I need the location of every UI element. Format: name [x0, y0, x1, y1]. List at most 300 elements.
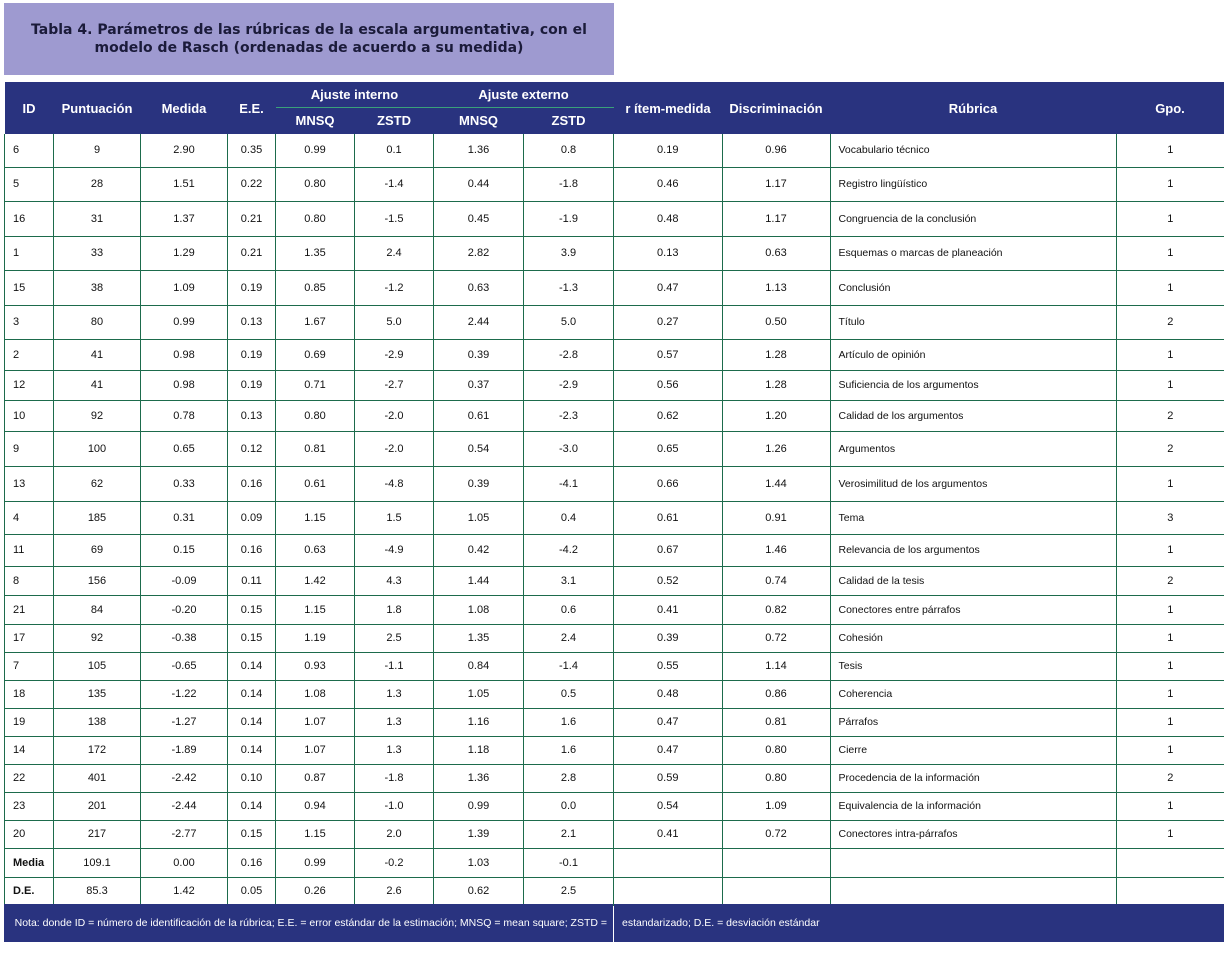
cell-ee: 0.15 [228, 624, 276, 652]
cell-medida: 0.33 [141, 466, 228, 501]
cell-zstd-interno: -1.8 [355, 764, 434, 792]
cell-gpo: 1 [1116, 792, 1224, 820]
cell-zstd-interno: 2.6 [355, 877, 434, 905]
table-row [614, 764, 1224, 792]
cell-ee: 0.09 [228, 501, 276, 534]
cell-discriminacion: 0.50 [722, 305, 830, 339]
cell-ee: 0.05 [228, 877, 276, 905]
cell-discriminacion: 1.14 [722, 652, 830, 680]
table-row [614, 652, 1224, 680]
table-row [5, 736, 614, 764]
cell-medida: 0.99 [141, 305, 228, 339]
cell-r-item: 0.41 [614, 820, 722, 848]
cell-zstd-externo: 1.6 [524, 736, 614, 764]
cell-rubrica: Vocabulario técnico [830, 134, 1116, 167]
cell-rubrica: Relevancia de los argumentos [830, 534, 1116, 566]
cell-puntuacion: 100 [54, 431, 141, 466]
table-row [5, 431, 614, 466]
cell-zstd-externo: 2.4 [524, 624, 614, 652]
cell-ee: 0.15 [228, 820, 276, 848]
header-ee: E.E. [228, 82, 276, 134]
cell-medida: 1.37 [141, 201, 228, 236]
cell-discriminacion: 1.17 [722, 167, 830, 201]
header-zstd-interno: ZSTD [355, 107, 434, 134]
cell-zstd-externo: -2.9 [524, 370, 614, 400]
cell-zstd-interno: -1.5 [355, 201, 434, 236]
cell-r-item: 0.62 [614, 400, 722, 431]
cell-gpo: 1 [1116, 339, 1224, 370]
cell-medida: 0.00 [141, 848, 228, 877]
cell-mnsq-interno: 1.08 [276, 680, 355, 708]
cell-r-item: 0.55 [614, 652, 722, 680]
cell-id: 4 [5, 501, 54, 534]
cell-id: 22 [5, 764, 54, 792]
table-row [5, 624, 614, 652]
cell-zstd-externo: -1.3 [524, 270, 614, 305]
cell-r-item: 0.48 [614, 201, 722, 236]
cell-mnsq-interno: 1.35 [276, 236, 355, 270]
cell-zstd-interno: 1.8 [355, 595, 434, 624]
cell-gpo: 1 [1116, 201, 1224, 236]
cell-zstd-interno: 0.1 [355, 134, 434, 167]
cell-mnsq-interno: 0.80 [276, 201, 355, 236]
cell-r-item: 0.54 [614, 792, 722, 820]
table-row [614, 566, 1224, 595]
cell-rubrica: Coherencia [830, 680, 1116, 708]
cell-puntuacion: 109.1 [54, 848, 141, 877]
note-left-text: Nota: donde ID = número de identificación de la rúbrica; E.E. = error estándar de la estimación; MNSQ = mean square; ZSTD = [14, 917, 607, 929]
cell-gpo: 1 [1116, 736, 1224, 764]
cell-discriminacion: 0.81 [722, 708, 830, 736]
cell-medida: -2.44 [141, 792, 228, 820]
cell-zstd-interno: 2.4 [355, 236, 434, 270]
cell-puntuacion: 185 [54, 501, 141, 534]
cell-mnsq-externo: 0.44 [434, 167, 524, 201]
cell-mnsq-interno: 0.99 [276, 134, 355, 167]
table-row [614, 400, 1224, 431]
table-row [614, 370, 1224, 400]
cell-rubrica: Equivalencia de la información [830, 792, 1116, 820]
table-row [614, 680, 1224, 708]
cell-mnsq-externo: 0.42 [434, 534, 524, 566]
table-row [614, 431, 1224, 466]
cell-puntuacion: 85.3 [54, 877, 141, 905]
cell-puntuacion: 201 [54, 792, 141, 820]
cell-ee: 0.16 [228, 466, 276, 501]
cell-puntuacion: 156 [54, 566, 141, 595]
cell-zstd-externo: 0.8 [524, 134, 614, 167]
cell-zstd-externo: -1.8 [524, 167, 614, 201]
cell-id: 20 [5, 820, 54, 848]
cell-zstd-interno: 2.5 [355, 624, 434, 652]
cell-id: 16 [5, 201, 54, 236]
cell-id: 9 [5, 431, 54, 466]
table-row [614, 236, 1224, 270]
left-table [4, 82, 614, 906]
cell-id: 14 [5, 736, 54, 764]
cell-puntuacion: 84 [54, 595, 141, 624]
cell-zstd-externo: -3.0 [524, 431, 614, 466]
cell-mnsq-interno: 0.61 [276, 466, 355, 501]
cell-r-item: 0.46 [614, 167, 722, 201]
cell-discriminacion [722, 848, 830, 877]
cell-id: 6 [5, 134, 54, 167]
cell-zstd-interno: 1.5 [355, 501, 434, 534]
cell-puntuacion: 28 [54, 167, 141, 201]
cell-mnsq-externo: 1.05 [434, 501, 524, 534]
cell-rubrica: Conectores entre párrafos [830, 595, 1116, 624]
cell-r-item: 0.57 [614, 339, 722, 370]
cell-id: 15 [5, 270, 54, 305]
header-ajuste-externo: Ajuste externo [434, 82, 614, 107]
note-left [4, 904, 613, 942]
table-row [5, 167, 614, 201]
cell-r-item: 0.19 [614, 134, 722, 167]
cell-mnsq-externo: 0.63 [434, 270, 524, 305]
cell-discriminacion: 0.80 [722, 736, 830, 764]
note-right-text: estandarizado; D.E. = desviación estándar [622, 917, 820, 929]
cell-ee: 0.16 [228, 848, 276, 877]
header-mnsq-externo: MNSQ [434, 107, 524, 134]
cell-id: 11 [5, 534, 54, 566]
cell-ee: 0.14 [228, 652, 276, 680]
cell-ee: 0.14 [228, 736, 276, 764]
cell-ee: 0.13 [228, 305, 276, 339]
cell-puntuacion: 38 [54, 270, 141, 305]
cell-rubrica: Tema [830, 501, 1116, 534]
cell-zstd-externo: 0.0 [524, 792, 614, 820]
cell-mnsq-interno: 1.15 [276, 820, 355, 848]
cell-medida: -0.20 [141, 595, 228, 624]
cell-r-item: 0.48 [614, 680, 722, 708]
cell-zstd-externo: 2.5 [524, 877, 614, 905]
cell-rubrica: Calidad de la tesis [830, 566, 1116, 595]
table-row [614, 820, 1224, 848]
cell-medida: 0.98 [141, 339, 228, 370]
table-row [5, 848, 614, 877]
cell-mnsq-interno: 0.94 [276, 792, 355, 820]
cell-mnsq-externo: 0.45 [434, 201, 524, 236]
cell-mnsq-externo: 0.84 [434, 652, 524, 680]
cell-zstd-externo: 1.6 [524, 708, 614, 736]
cell-gpo: 2 [1116, 431, 1224, 466]
cell-zstd-interno: -0.2 [355, 848, 434, 877]
table-title: Tabla 4. Parámetros de las rúbricas de la escala argumentativa, con el modelo de Rasch (ordenadas de acuerdo a su medida) [31, 22, 587, 56]
table-row [614, 624, 1224, 652]
cell-r-item: 0.27 [614, 305, 722, 339]
cell-id: 2 [5, 339, 54, 370]
table-row [5, 877, 614, 905]
cell-medida: 1.51 [141, 167, 228, 201]
table-row [614, 201, 1224, 236]
cell-medida: 0.78 [141, 400, 228, 431]
cell-mnsq-externo: 2.82 [434, 236, 524, 270]
cell-puntuacion: 62 [54, 466, 141, 501]
cell-r-item: 0.67 [614, 534, 722, 566]
cell-zstd-interno: -4.9 [355, 534, 434, 566]
cell-discriminacion: 1.17 [722, 201, 830, 236]
cell-id: 12 [5, 370, 54, 400]
cell-ee: 0.21 [228, 236, 276, 270]
cell-gpo [1116, 848, 1224, 877]
cell-discriminacion: 1.44 [722, 466, 830, 501]
cell-rubrica: Cierre [830, 736, 1116, 764]
cell-zstd-externo: 3.1 [524, 566, 614, 595]
cell-mnsq-interno: 1.07 [276, 736, 355, 764]
cell-id: 7 [5, 652, 54, 680]
cell-medida: -0.38 [141, 624, 228, 652]
right-table [614, 82, 1224, 906]
cell-zstd-externo: 0.4 [524, 501, 614, 534]
table-row [614, 167, 1224, 201]
cell-discriminacion: 0.96 [722, 134, 830, 167]
cell-discriminacion: 0.82 [722, 595, 830, 624]
cell-zstd-externo: -2.8 [524, 339, 614, 370]
cell-medida: -1.89 [141, 736, 228, 764]
cell-ee: 0.35 [228, 134, 276, 167]
cell-ee: 0.11 [228, 566, 276, 595]
cell-rubrica [830, 848, 1116, 877]
table-row [5, 501, 614, 534]
cell-puntuacion: 401 [54, 764, 141, 792]
cell-discriminacion: 1.13 [722, 270, 830, 305]
table-row [614, 534, 1224, 566]
cell-id: 10 [5, 400, 54, 431]
cell-mnsq-externo: 1.18 [434, 736, 524, 764]
cell-id: 13 [5, 466, 54, 501]
cell-zstd-externo: 2.8 [524, 764, 614, 792]
cell-mnsq-externo: 0.39 [434, 339, 524, 370]
table-row [5, 466, 614, 501]
cell-r-item: 0.47 [614, 736, 722, 764]
cell-mnsq-externo: 2.44 [434, 305, 524, 339]
table-row [5, 201, 614, 236]
cell-mnsq-externo: 0.62 [434, 877, 524, 905]
header-gpo: Gpo. [1116, 82, 1224, 134]
cell-r-item: 0.52 [614, 566, 722, 595]
cell-zstd-interno: -1.4 [355, 167, 434, 201]
cell-rubrica [830, 877, 1116, 905]
cell-medida: 0.31 [141, 501, 228, 534]
cell-id: D.E. [5, 877, 54, 905]
cell-puntuacion: 80 [54, 305, 141, 339]
cell-gpo: 2 [1116, 566, 1224, 595]
cell-id: 21 [5, 595, 54, 624]
cell-gpo: 1 [1116, 167, 1224, 201]
cell-zstd-interno: -1.2 [355, 270, 434, 305]
cell-gpo: 2 [1116, 400, 1224, 431]
cell-discriminacion: 1.28 [722, 339, 830, 370]
cell-id: 23 [5, 792, 54, 820]
table-row [5, 339, 614, 370]
cell-rubrica: Título [830, 305, 1116, 339]
cell-ee: 0.19 [228, 339, 276, 370]
cell-puntuacion: 41 [54, 370, 141, 400]
cell-puntuacion: 105 [54, 652, 141, 680]
table-row [614, 708, 1224, 736]
cell-puntuacion: 92 [54, 400, 141, 431]
cell-medida: 2.90 [141, 134, 228, 167]
cell-zstd-interno: -2.9 [355, 339, 434, 370]
cell-zstd-interno: -2.0 [355, 400, 434, 431]
cell-zstd-interno: 5.0 [355, 305, 434, 339]
cell-gpo: 1 [1116, 534, 1224, 566]
table-row [614, 305, 1224, 339]
cell-id: 5 [5, 167, 54, 201]
table-row [614, 466, 1224, 501]
table-row [5, 566, 614, 595]
cell-zstd-interno: 1.3 [355, 680, 434, 708]
cell-rubrica: Procedencia de la información [830, 764, 1116, 792]
cell-r-item: 0.47 [614, 270, 722, 305]
cell-discriminacion: 0.74 [722, 566, 830, 595]
cell-zstd-interno: -2.0 [355, 431, 434, 466]
cell-discriminacion: 1.26 [722, 431, 830, 466]
cell-ee: 0.22 [228, 167, 276, 201]
table-row [5, 370, 614, 400]
table-row [614, 877, 1224, 905]
cell-id: Media [5, 848, 54, 877]
header-zstd-externo: ZSTD [524, 107, 614, 134]
table-row [614, 134, 1224, 167]
cell-id: 19 [5, 708, 54, 736]
cell-r-item [614, 877, 722, 905]
cell-discriminacion: 0.72 [722, 820, 830, 848]
cell-ee: 0.15 [228, 595, 276, 624]
cell-mnsq-interno: 1.42 [276, 566, 355, 595]
cell-rubrica: Conclusión [830, 270, 1116, 305]
cell-medida: -2.77 [141, 820, 228, 848]
cell-mnsq-interno: 0.63 [276, 534, 355, 566]
table-row [614, 736, 1224, 764]
table-row [614, 270, 1224, 305]
cell-puntuacion: 33 [54, 236, 141, 270]
cell-id: 1 [5, 236, 54, 270]
cell-ee: 0.19 [228, 270, 276, 305]
cell-zstd-externo: 0.6 [524, 595, 614, 624]
cell-medida: -0.09 [141, 566, 228, 595]
cell-mnsq-externo: 0.39 [434, 466, 524, 501]
cell-rubrica: Artículo de opinión [830, 339, 1116, 370]
cell-r-item: 0.65 [614, 431, 722, 466]
cell-mnsq-externo: 0.61 [434, 400, 524, 431]
cell-r-item: 0.47 [614, 708, 722, 736]
cell-gpo: 1 [1116, 134, 1224, 167]
cell-r-item [614, 848, 722, 877]
cell-zstd-externo: -4.2 [524, 534, 614, 566]
cell-zstd-interno: 1.3 [355, 736, 434, 764]
cell-mnsq-externo: 1.36 [434, 134, 524, 167]
table-row [5, 134, 614, 167]
cell-mnsq-interno: 1.15 [276, 595, 355, 624]
table-row [5, 652, 614, 680]
cell-puntuacion: 135 [54, 680, 141, 708]
cell-medida: -1.22 [141, 680, 228, 708]
table-title-box [4, 3, 614, 75]
cell-mnsq-interno: 1.19 [276, 624, 355, 652]
cell-mnsq-externo: 0.99 [434, 792, 524, 820]
cell-zstd-interno: -4.8 [355, 466, 434, 501]
cell-id: 8 [5, 566, 54, 595]
cell-gpo [1116, 877, 1224, 905]
table-row [5, 764, 614, 792]
cell-mnsq-externo: 1.03 [434, 848, 524, 877]
table-row [5, 680, 614, 708]
cell-mnsq-interno: 0.69 [276, 339, 355, 370]
cell-r-item: 0.61 [614, 501, 722, 534]
cell-gpo: 1 [1116, 708, 1224, 736]
cell-r-item: 0.59 [614, 764, 722, 792]
cell-mnsq-interno: 0.80 [276, 400, 355, 431]
cell-mnsq-externo: 0.37 [434, 370, 524, 400]
header-mnsq-interno: MNSQ [276, 107, 355, 134]
cell-medida: 0.15 [141, 534, 228, 566]
cell-rubrica: Registro lingüístico [830, 167, 1116, 201]
cell-gpo: 1 [1116, 595, 1224, 624]
cell-discriminacion: 1.20 [722, 400, 830, 431]
cell-ee: 0.14 [228, 680, 276, 708]
cell-mnsq-interno: 0.71 [276, 370, 355, 400]
header-rubrica: Rúbrica [830, 82, 1116, 134]
table-row [614, 792, 1224, 820]
table-row [5, 534, 614, 566]
cell-rubrica: Congruencia de la conclusión [830, 201, 1116, 236]
cell-rubrica: Conectores intra-párrafos [830, 820, 1116, 848]
cell-mnsq-externo: 1.39 [434, 820, 524, 848]
header-medida: Medida [141, 82, 228, 134]
cell-discriminacion: 0.91 [722, 501, 830, 534]
cell-mnsq-externo: 0.54 [434, 431, 524, 466]
cell-mnsq-interno: 0.87 [276, 764, 355, 792]
cell-puntuacion: 92 [54, 624, 141, 652]
cell-gpo: 2 [1116, 764, 1224, 792]
cell-puntuacion: 9 [54, 134, 141, 167]
table-row [5, 236, 614, 270]
cell-gpo: 1 [1116, 652, 1224, 680]
cell-zstd-interno: 4.3 [355, 566, 434, 595]
cell-discriminacion [722, 877, 830, 905]
cell-zstd-externo: -1.9 [524, 201, 614, 236]
cell-medida: 0.65 [141, 431, 228, 466]
cell-puntuacion: 41 [54, 339, 141, 370]
cell-medida: -1.27 [141, 708, 228, 736]
cell-r-item: 0.41 [614, 595, 722, 624]
cell-ee: 0.16 [228, 534, 276, 566]
cell-zstd-externo: 0.5 [524, 680, 614, 708]
cell-mnsq-externo: 1.35 [434, 624, 524, 652]
table-row [614, 848, 1224, 877]
table-row [5, 820, 614, 848]
cell-rubrica: Cohesión [830, 624, 1116, 652]
table-row [614, 501, 1224, 534]
table-row [5, 595, 614, 624]
cell-r-item: 0.56 [614, 370, 722, 400]
cell-zstd-externo: -4.1 [524, 466, 614, 501]
cell-puntuacion: 172 [54, 736, 141, 764]
cell-id: 17 [5, 624, 54, 652]
table-row [5, 708, 614, 736]
cell-medida: 1.09 [141, 270, 228, 305]
cell-mnsq-interno: 1.15 [276, 501, 355, 534]
cell-mnsq-externo: 1.05 [434, 680, 524, 708]
cell-zstd-externo: 2.1 [524, 820, 614, 848]
cell-zstd-interno: -1.0 [355, 792, 434, 820]
cell-puntuacion: 31 [54, 201, 141, 236]
cell-medida: -0.65 [141, 652, 228, 680]
cell-r-item: 0.39 [614, 624, 722, 652]
cell-mnsq-externo: 1.44 [434, 566, 524, 595]
cell-puntuacion: 217 [54, 820, 141, 848]
